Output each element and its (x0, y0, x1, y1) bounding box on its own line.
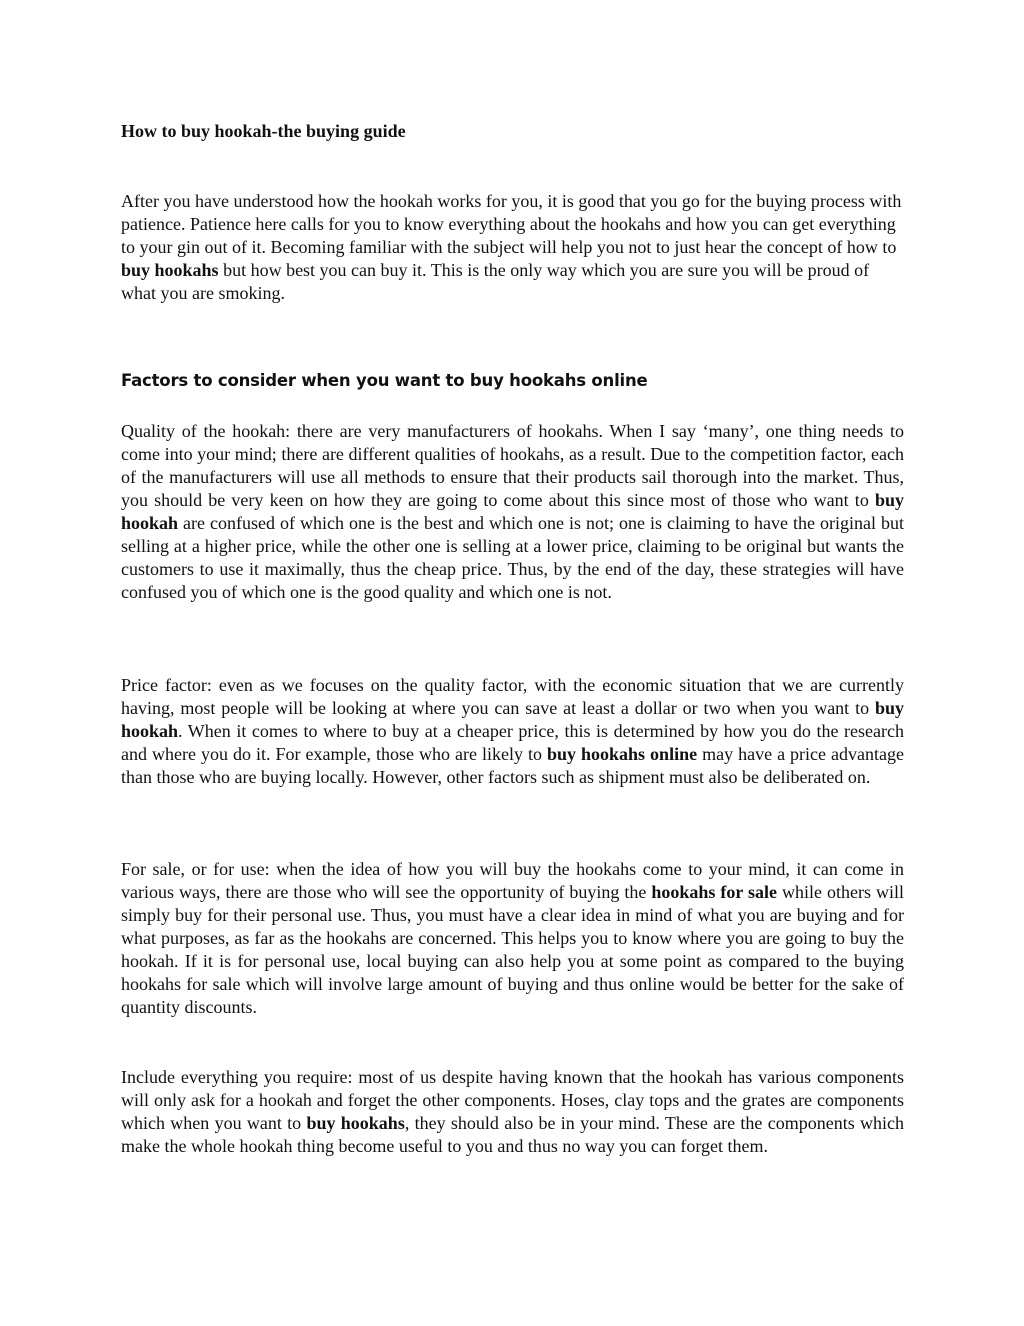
price-text-1: Price factor: even as we focuses on the quality factor, with the economic situation that we are currently having, most people will be looking at where you can save at least a dollar or two when you want to (121, 675, 904, 718)
intro-text-2: but how best you can buy it. This is the only way which you are sure you will be proud of what you are smoking. (121, 260, 870, 303)
intro-text-1: After you have understood how the hookah works for you, it is good that you go for the buying process with patience. Patience here calls for you to know everything about the hookahs and how you can get everything to your gin out of it. Becoming familiar with the subject will help you not to just hear the concept of how to (121, 191, 902, 257)
sale-text-2: while others will simply buy for their personal use. Thus, you must have a clear idea in mind of what you are buying and for what purposes, as far as the hookahs are concerned. This helps you to know where you are going to buy the hookah. If it is for personal use, local buying can also help you at some point as compared to the buying hookahs for sale which will involve large amount of buying and thus online would be better for the sake of quantity discounts. (121, 882, 904, 1017)
section-heading: Factors to consider when you want to buy hookahs online (121, 371, 648, 390)
sale-keyword-hookahs-for-sale: hookahs for sale (651, 882, 778, 902)
sale-text-1: For sale, or for use: when the idea of how you will buy the hookahs come to your mind, it can come in various ways, there are those who will see the opportunity of buying the (121, 859, 904, 902)
quality-paragraph (121, 420, 904, 604)
intro-paragraph (121, 190, 904, 305)
include-paragraph (121, 1066, 904, 1158)
include-text-1: Include everything you require: most of us despite having known that the hookah has various components will only ask for a hookah and forget the other components. Hoses, clay tops and the grates are components which when you want to (121, 1067, 904, 1133)
intro-keyword-buy-hookahs: buy hookahs (121, 260, 219, 280)
price-text-3: may have a price advantage than those who are buying locally. However, other factors such as shipment must also be deliberated on. (121, 744, 905, 787)
price-text-2: . When it comes to where to buy at a cheaper price, this is determined by how you do the research and where you do it. For example, those who are likely to (121, 721, 904, 764)
include-keyword-buy-hookahs: buy hookahs (306, 1113, 405, 1133)
document-title: How to buy hookah-the buying guide (121, 121, 406, 141)
sale-paragraph (121, 858, 904, 1019)
quality-text-2: are confused of which one is the best and which one is not; one is claiming to have the original but selling at a higher price, while the other one is selling at a lower price, claiming to be original but wants the customers to use it maximally, thus the cheap price. Thus, by the end of the day, these strategies will have confused you of which one is the good quality and which one is not. (121, 513, 904, 602)
price-keyword-buy-hookahs-online: buy hookahs online (546, 744, 698, 764)
price-paragraph (121, 674, 904, 789)
quality-text-1: Quality of the hookah: there are very manufacturers of hookahs. When I say ‘many’, one thing needs to come into your mind; there are different qualities of hookahs, as a result. Due to the competition factor, each of the manufacturers will use all methods to ensure that their products sail thorough into the market. Thus, you should be very keen on how they are going to come about this since most of those who want to (121, 421, 904, 510)
quality-keyword-buy-hookah: buy hookah (121, 490, 904, 533)
include-text-2: , they should also be in your mind. These are the components which make the whole hookah thing become useful to you and thus no way you can forget them. (121, 1113, 904, 1156)
price-keyword-buy-hookah: buy hookah (121, 698, 904, 741)
